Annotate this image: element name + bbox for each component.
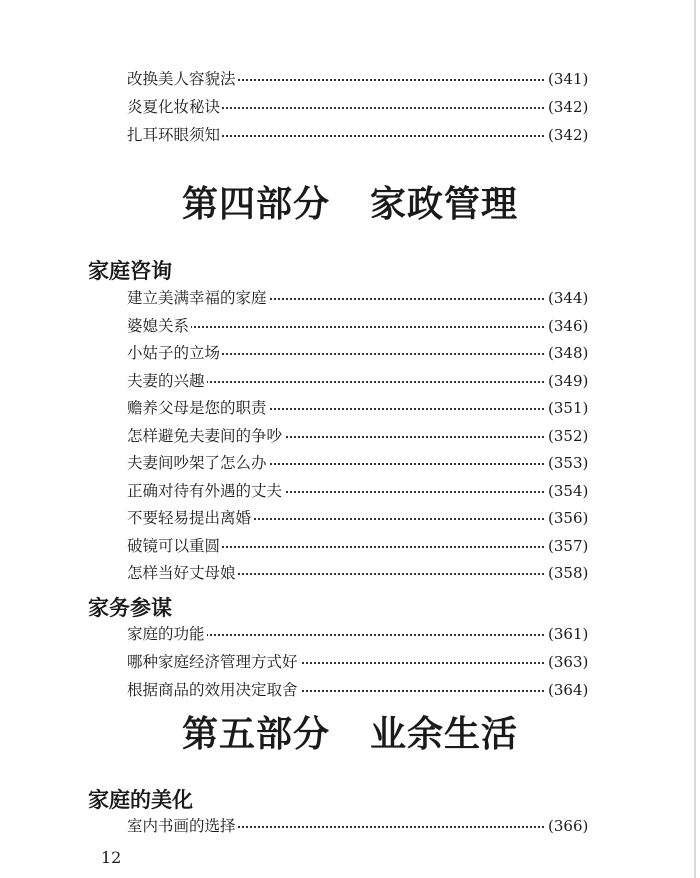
- leader-dots: [127, 326, 560, 328]
- entry-title: 小姑子的立场: [127, 340, 222, 367]
- entry-title: 婆媳关系: [127, 313, 191, 340]
- part-title: [0, 706, 700, 757]
- part-title: [0, 176, 700, 227]
- entry-page: (358): [544, 560, 618, 587]
- entry-page: (348): [544, 340, 618, 367]
- entry-page: (363): [544, 649, 618, 676]
- toc-entry[interactable]: [0, 450, 700, 477]
- entry-title: 夫妻的兴趣: [127, 368, 207, 395]
- entry-title: 不要轻易提出离婚: [127, 505, 253, 532]
- toc-entry[interactable]: [0, 649, 700, 676]
- entry-page: (351): [544, 395, 618, 422]
- entry-page: (352): [544, 423, 618, 450]
- toc-entry[interactable]: [0, 340, 700, 367]
- entry-title: 建立美满幸福的家庭: [127, 285, 269, 312]
- entry-page: (353): [544, 450, 618, 477]
- entry-title: 夫妻间吵架了怎么办: [127, 450, 269, 477]
- entry-title: 炎夏化妆秘诀: [127, 94, 222, 121]
- part-name: 家政管理: [370, 184, 519, 225]
- entry-title: 哪种家庭经济管理方式好: [127, 649, 300, 676]
- toc-entry[interactable]: [0, 395, 700, 422]
- toc-entry[interactable]: [0, 313, 700, 340]
- toc-entry[interactable]: [0, 423, 700, 450]
- entry-title: 家庭的功能: [127, 621, 207, 648]
- toc-entry[interactable]: [0, 505, 700, 532]
- toc-entry[interactable]: [0, 368, 700, 395]
- section-heading: 家庭咨询: [88, 259, 172, 283]
- toc-entry[interactable]: [0, 621, 700, 648]
- toc-entry[interactable]: [0, 94, 700, 121]
- entry-page: (342): [544, 122, 618, 149]
- entry-title: 怎样避免夫妻间的争吵: [127, 423, 284, 450]
- entry-page: (341): [544, 66, 618, 93]
- entry-page: (356): [544, 505, 618, 532]
- entry-page: (344): [544, 285, 618, 312]
- entry-title: 改换美人容貌法: [127, 66, 238, 93]
- section-heading: 家庭的美化: [88, 788, 193, 812]
- part-number: 第四部分: [181, 184, 330, 225]
- entry-page: (366): [544, 813, 618, 840]
- entry-page: (354): [544, 478, 618, 505]
- entry-page: (357): [544, 533, 618, 560]
- entry-title: 破镜可以重圆: [127, 533, 222, 560]
- entry-title: 怎样当好丈母娘: [127, 560, 238, 587]
- entry-title: 室内书画的选择: [127, 813, 238, 840]
- entry-page: (361): [544, 621, 618, 648]
- entry-page: (364): [544, 677, 618, 704]
- entry-title: 根据商品的效用决定取舍: [127, 677, 300, 704]
- toc-entry[interactable]: [0, 66, 700, 93]
- entry-title: 正确对待有外遇的丈夫: [127, 478, 284, 505]
- part-number: 第五部分: [181, 714, 330, 755]
- toc-entry[interactable]: [0, 813, 700, 840]
- toc-entry[interactable]: [0, 560, 700, 587]
- entry-title: 赡养父母是您的职责: [127, 395, 269, 422]
- toc-entry[interactable]: [0, 285, 700, 312]
- entry-title: 扎耳环眼须知: [127, 122, 222, 149]
- part-name: 业余生活: [370, 714, 519, 755]
- toc-entry[interactable]: [0, 533, 700, 560]
- entry-page: (349): [544, 368, 618, 395]
- toc-entry[interactable]: [0, 677, 700, 704]
- entry-page: (346): [544, 313, 618, 340]
- entry-page: (342): [544, 94, 618, 121]
- section-heading: 家务参谋: [88, 596, 172, 620]
- toc-entry[interactable]: [0, 478, 700, 505]
- page-number: 12: [101, 848, 122, 867]
- toc-entry[interactable]: [0, 122, 700, 149]
